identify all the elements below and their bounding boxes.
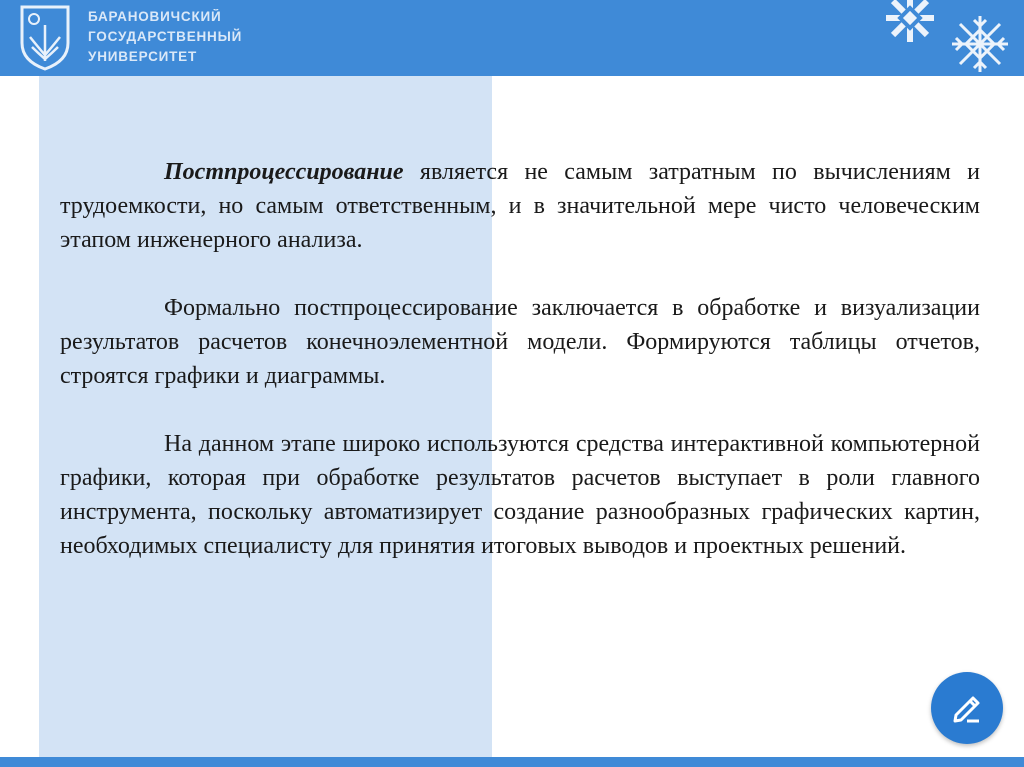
paragraph-2: Формально постпроцессирование заключается в обработке и визуализации результатов расчетов конечноэлементной модели. Формируются таблицы отчетов, строятся графики и диаграммы.: [60, 295, 980, 389]
slide-content: [60, 155, 980, 597]
snowflake-ornament-icon: [884, 0, 936, 44]
bottom-bar: [0, 757, 1024, 767]
university-crest-icon: [18, 3, 72, 71]
snowflake-ornament-icon: [948, 12, 1012, 76]
emphasis-term: Постпроцессирование: [164, 159, 404, 185]
edit-button[interactable]: [931, 672, 1003, 744]
pencil-icon: [947, 688, 987, 728]
paragraph-3: На данном этапе широко используются средства интерактивной компьютерной графики, которая при обработке результатов расчетов выступает в роли главного инструмента, поскольку автоматизирует создание разнообразных графических картин, необходимых специалисту для принятия итоговых выводов и проектных решений.: [60, 431, 980, 559]
university-name-line: БАРАНОВИЧСКИЙ: [88, 9, 222, 24]
university-name-line: УНИВЕРСИТЕТ: [88, 49, 198, 64]
university-name: [88, 7, 242, 67]
paragraph-1-text: является не самым затратным по вычислениям и трудоемкости, но самым ответственным, и в значительной мере чисто человеческим этапом инженерного анализа.: [60, 159, 980, 253]
university-name-line: ГОСУДАРСТВЕННЫЙ: [88, 29, 243, 44]
header-bar: [0, 0, 1024, 76]
paragraph-1: [60, 155, 980, 257]
